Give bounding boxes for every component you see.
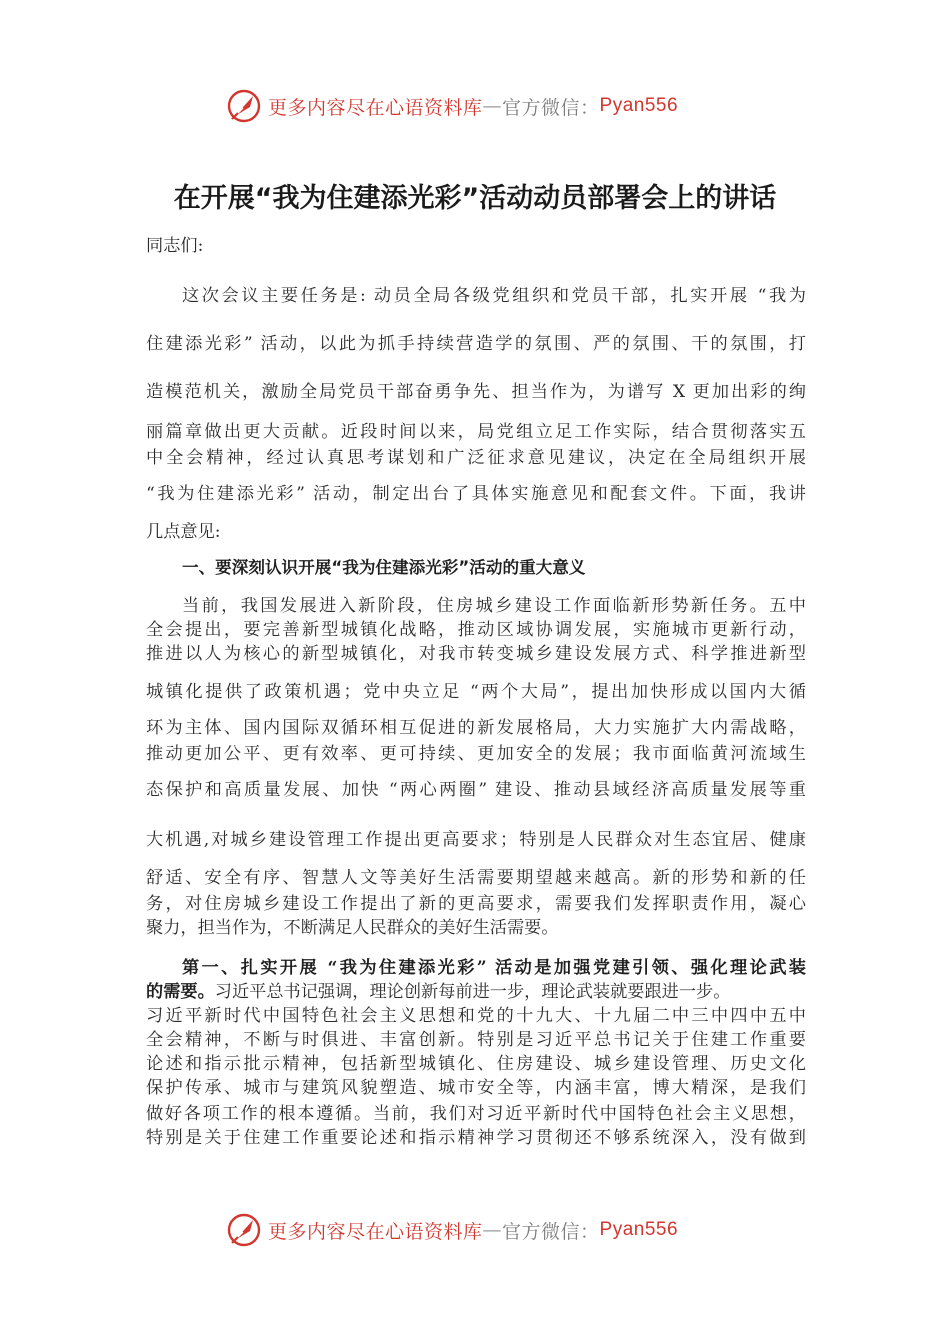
body-line-tail: 习近平总书记强调，理论创新每前进一步，理论武装就要跟进一步。 <box>214 982 731 1002</box>
body-line: 住建添光彩” 活动，以此为抓手持续营造学的氛围、严的氛围、干的氛围，打 <box>146 334 806 354</box>
body-line: 论述和指示批示精神，包括新型城镇化、住房建设、城乡建设管理、历史文化 <box>146 1054 806 1074</box>
document-title: 在开展“我为住建添光彩”活动动员部署会上的讲话 <box>173 183 777 214</box>
bold-lead-line: 第一、扎实开展 “我为住建添光彩” 活动是加强党建引领、强化理论武装 <box>182 958 806 978</box>
body-line: 特别是关于住建工作重要论述和指示精神学习贯彻还不够系统深入，没有做到 <box>146 1128 806 1148</box>
mixed-line <box>146 980 806 1004</box>
body-line: “我为住建添光彩” 活动，制定出台了具体实施意见和配套文件。下面，我讲 <box>146 484 806 504</box>
body-line: 丽篇章做出更大贡献。近段时间以来，局党组立足工作实际，结合贯彻落实五 <box>146 422 806 442</box>
banner-content <box>226 1212 678 1248</box>
quill-logo-icon <box>226 1212 262 1248</box>
section-heading: 一、要深刻认识开展“我为住建添光彩”活动的重大意义 <box>182 558 586 577</box>
bottom-banner <box>0 1206 950 1254</box>
body-line: 推动更加公平、更有效率、更可持续、更加安全的发展；我市面临黄河流域生 <box>146 744 806 764</box>
banner-wechat-label: 官方微信： <box>502 96 600 119</box>
banner-wechat-id: Pyan556 <box>599 1219 679 1240</box>
body-line: 聚力，担当作为，不断满足人民群众的美好生活需要。 <box>146 918 559 938</box>
body-line: 造模范机关，激励全局党员干部奋勇争先、担当作为，为谱写 X 更加出彩的绚 <box>146 382 806 402</box>
top-banner <box>0 82 950 130</box>
body-line: 环为主体、国内国际双循环相互促进的新发展格局，大力实施扩大内需战略， <box>146 718 806 738</box>
body-line: 大机遇,对城乡建设管理工作提出更高要求；特别是人民群众对生态宜居、健康 <box>146 830 806 850</box>
body-line: 这次会议主要任务是: 动员全局各级党组织和党员干部，扎实开展 “我为 <box>182 286 806 306</box>
body-line: 态保护和高质量发展、加快 “两心两圈” 建设、推动县域经济高质量发展等重 <box>146 780 806 800</box>
banner-separator: — <box>482 1219 503 1241</box>
body-line: 城镇化提供了政策机遇；党中央立足 “两个大局”，提出加快形成以国内大循 <box>146 682 806 702</box>
body-line: 做好各项工作的根本遵循。当前，我们对习近平新时代中国特色社会主义思想， <box>146 1104 806 1124</box>
body-line: 务，对住房城乡建设工作提出了新的更高要求，需要我们发挥职责作用，凝心 <box>146 894 806 914</box>
body-line: 保护传承、城市与建筑风貌塑造、城市安全等，内涵丰富，博大精深，是我们 <box>146 1078 806 1098</box>
bold-lead-tail: 的需要。 <box>146 982 215 1002</box>
body-line: 几点意见: <box>146 522 221 542</box>
body-line: 全会提出，要完善新型城镇化战略，推动区域协调发展，实施城市更新行动， <box>146 620 806 640</box>
body-line: 推进以人为核心的新型城镇化，对我市转变城乡建设发展方式、科学推进新型 <box>146 644 806 664</box>
banner-main-text: 更多内容尽在心语资料库 <box>268 1220 483 1243</box>
banner-wechat-id: Pyan556 <box>599 95 679 116</box>
banner-main-text: 更多内容尽在心语资料库 <box>268 96 483 119</box>
body-line: 习近平新时代中国特色社会主义思想和党的十九大、十九届二中三中四中五中 <box>146 1006 806 1026</box>
banner-content <box>226 88 678 124</box>
body-line: 舒适、安全有序、智慧人文等美好生活需要期望越来越高。新的形势和新的任 <box>146 868 806 888</box>
body-line: 当前，我国发展进入新阶段，住房城乡建设工作面临新形势新任务。五中 <box>182 596 806 616</box>
body-line: 中全会精神，经过认真思考谋划和广泛征求意见建议，决定在全局组织开展 <box>146 448 806 468</box>
body-line: 全会精神，不断与时俱进、丰富创新。特别是习近平总书记关于住建工作重要 <box>146 1030 806 1050</box>
banner-separator: — <box>482 95 503 117</box>
quill-logo-icon <box>226 88 262 124</box>
banner-wechat-label: 官方微信： <box>502 1220 600 1243</box>
salutation: 同志们: <box>146 236 204 256</box>
